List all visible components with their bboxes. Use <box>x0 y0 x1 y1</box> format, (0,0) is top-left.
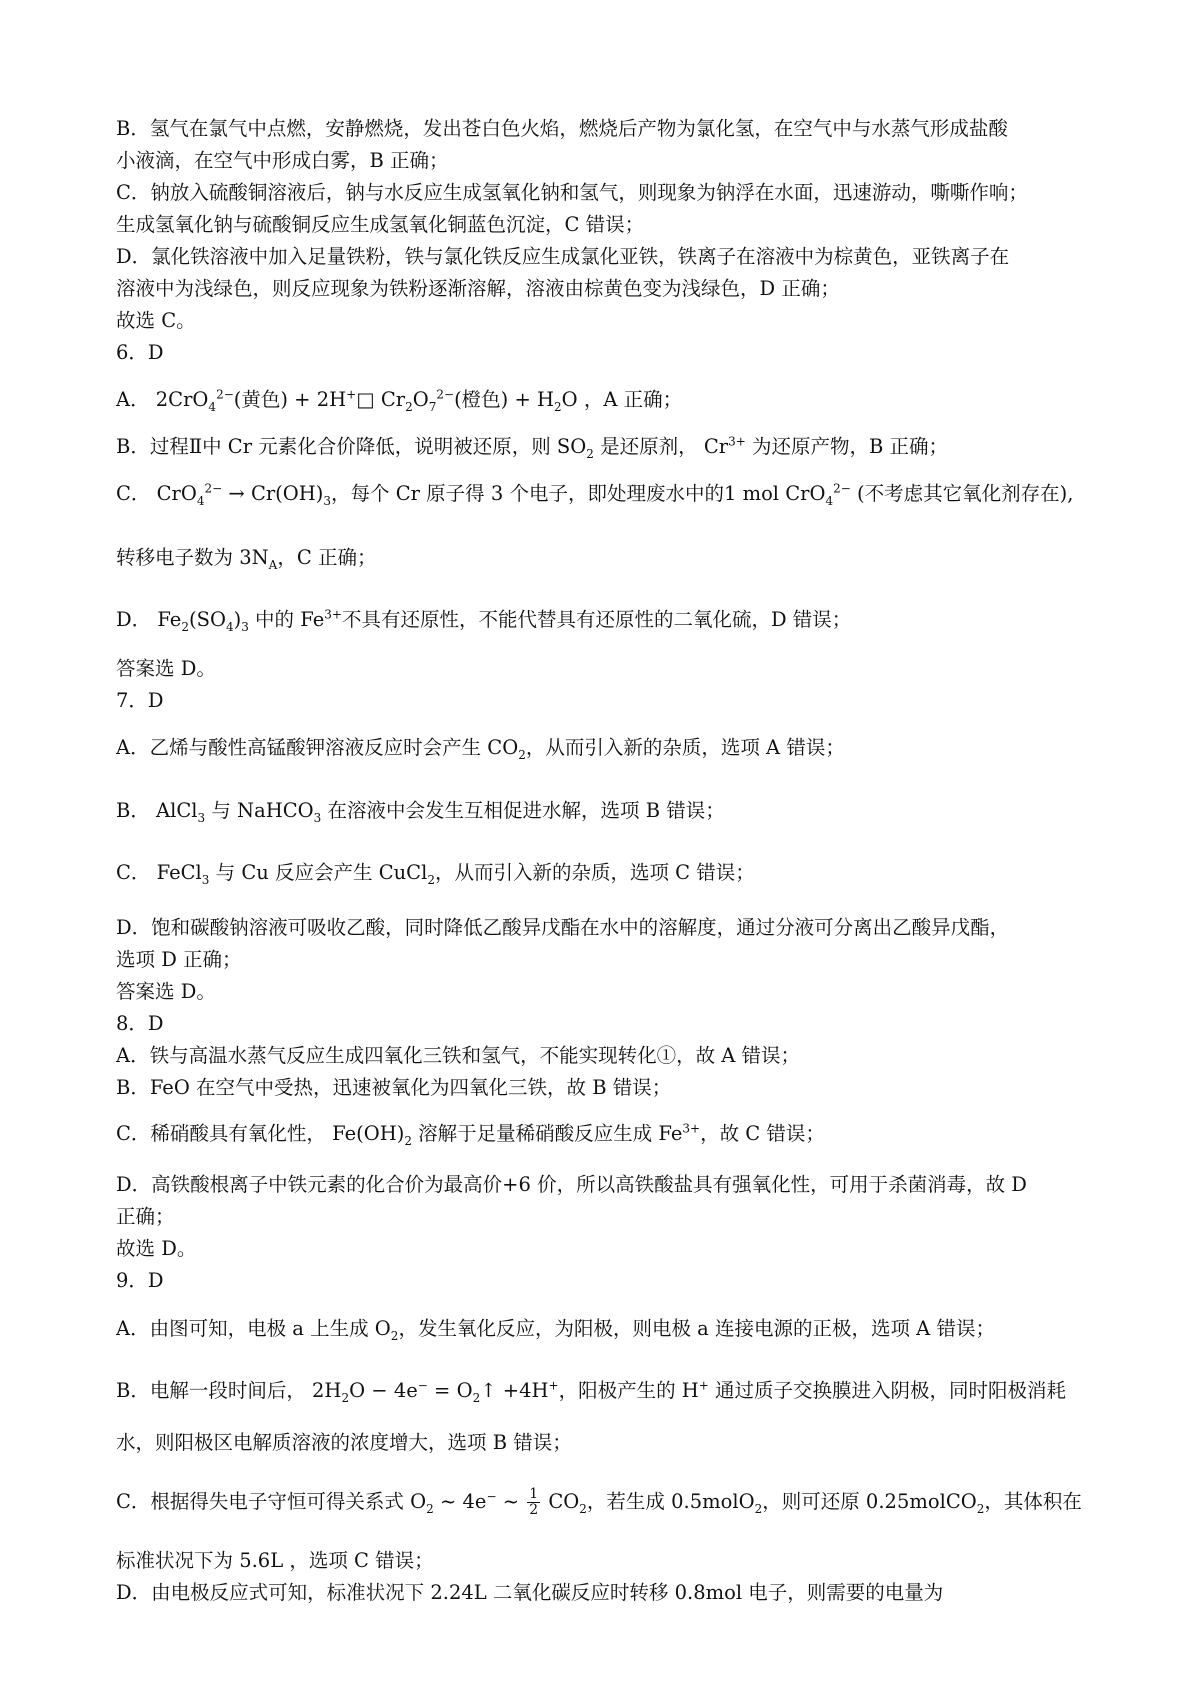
subscript: A <box>268 557 278 572</box>
text-line <box>116 1430 572 1456</box>
text-run: 故选 D。 <box>116 1237 197 1260</box>
subscript: 2 <box>518 747 526 762</box>
subscript: 4 <box>196 493 205 508</box>
text-run: ，从而引入新的杂质，选项 A 错误； <box>525 736 845 759</box>
text-line <box>116 1236 196 1262</box>
text-line <box>116 116 1008 142</box>
text-run: 与 Cu 反应会产生 CuCl <box>209 861 428 884</box>
fraction-numerator: 1 <box>529 1486 539 1502</box>
text-line <box>116 915 1009 941</box>
text-line <box>116 276 840 302</box>
text-run: 选项 D 正确； <box>116 948 242 971</box>
text-line <box>116 434 948 460</box>
text-run: A．乙烯与酸性高锰酸钾溶液反应时会产生 CO <box>116 736 519 759</box>
superscript: − <box>417 1378 428 1393</box>
text-line <box>116 1121 825 1147</box>
text-run: 故选 C。 <box>116 309 196 332</box>
text-line <box>116 1043 800 1069</box>
text-run: → Cr(OH) <box>222 482 324 505</box>
subscript: 2 <box>976 1501 985 1516</box>
superscript: 2− <box>436 387 455 402</box>
text-run: ，每个 Cr 原子得 3 个电子，即处理废水中的1 mol CrO <box>331 482 826 505</box>
text-line <box>116 387 682 413</box>
text-run: 7．D <box>116 689 164 712</box>
superscript: 2− <box>833 481 851 496</box>
text-run: C． CrO <box>116 482 197 505</box>
text-run: 溶解于足量稀硝酸反应生成 Fe <box>411 1122 683 1145</box>
superscript: 3+ <box>324 607 342 622</box>
text-run: 为还原产物，B 正确； <box>745 435 948 458</box>
subscript: 2 <box>181 619 189 634</box>
text-line <box>116 545 376 571</box>
text-run: O <box>412 388 429 411</box>
superscript: + <box>346 387 357 402</box>
text-run: 小液滴，在空气中形成白雾，B 正确； <box>116 149 449 172</box>
subscript: 4 <box>825 493 834 508</box>
text-run: ，故 C 错误； <box>700 1122 825 1145</box>
text-line <box>116 860 755 886</box>
text-line <box>116 947 242 973</box>
superscript: 2− <box>216 387 234 402</box>
text-run: 溶液中为浅绿色，则反应现象为铁粉逐渐溶解，溶液由棕黄色变为浅绿色，D 正确； <box>116 277 840 300</box>
text-line <box>116 607 851 633</box>
text-line <box>116 1011 164 1037</box>
text-run: A． 2CrO <box>116 388 209 411</box>
text-line <box>116 340 164 366</box>
text-run: 6．D <box>116 341 164 364</box>
text-run: (SO <box>188 608 226 631</box>
subscript: 3 <box>323 493 332 508</box>
text-run: B．过程Ⅱ中 Cr 元素化合价降低，说明被还原，则 SO <box>116 435 587 458</box>
text-run: D．高铁酸根离子中铁元素的化合价为最高价+6 价，所以高铁酸盐具有强氧化性，可用于杀菌消毒，故 D <box>116 1173 1027 1196</box>
text-line <box>116 148 449 174</box>
text-line <box>116 688 164 714</box>
subscript: 3 <box>201 872 210 887</box>
subscript: 2 <box>754 1501 763 1516</box>
subscript: 2 <box>390 1328 399 1343</box>
superscript: − <box>486 1489 497 1504</box>
text-run: ~ 4e <box>433 1490 487 1513</box>
text-line: 标准状况下为 5.6L ，选项 C 错误； <box>116 1549 434 1572</box>
text-line <box>116 1075 671 1101</box>
text-run: 答案选 D。 <box>116 657 216 680</box>
text-run: A．铁与高温水蒸气反应生成四氧化三铁和氢气，不能实现转化①，故 A 错误； <box>116 1044 801 1067</box>
text-run: D．饱和碳酸钠溶液可吸收乙酸，同时降低乙酸异戊酯在水中的溶解度，通过分液可分离出乙酸异戊酯， <box>116 916 1010 939</box>
subscript: 2 <box>405 399 413 414</box>
text-line <box>116 656 216 682</box>
subscript: 3 <box>197 810 206 825</box>
superscript: 3+ <box>728 434 746 449</box>
text-run: ~ <box>496 1490 526 1513</box>
text-run: O ，A 正确； <box>561 388 683 411</box>
text-run: (橙色) + H <box>454 388 555 411</box>
text-line <box>116 735 845 761</box>
text-line <box>116 180 1028 206</box>
subscript: 7 <box>428 399 437 414</box>
text-run: A．由图可知，电极 a 上生成 O <box>116 1317 391 1340</box>
text-run: 生成氢氧化钠与硫酸铜反应生成氢氧化铜蓝色沉淀，C 错误； <box>116 213 645 236</box>
text-run: 中的 Fe <box>248 608 325 631</box>
text-run: 答案选 D。 <box>116 980 216 1003</box>
text-run: = O <box>427 1379 473 1402</box>
text-run: ↑ +4H <box>480 1379 549 1402</box>
text-run: ，若生成 0.5molO <box>586 1490 755 1513</box>
text-run: 正确； <box>116 1205 175 1228</box>
text-run: D．氯化铁溶液中加入足量铁粉，铁与氯化铁反应生成氯化亚铁，铁离子在溶液中为棕黄色，亚铁离子在 <box>116 245 1010 268</box>
text-run: 是还原剂， Cr <box>593 435 729 458</box>
text-run: B．氢气在氯气中点燃，安静燃烧，发出苍白色火焰，燃烧后产物为氯化氢，在空气中与水蒸气形成盐酸 <box>116 117 1008 140</box>
text-run: ，从而引入新的杂质，选项 C 错误； <box>434 861 755 884</box>
text-run: 与 NaHCO <box>205 799 314 822</box>
text-run: 在溶液中会发生互相促进水解，选项 B 错误； <box>321 799 725 822</box>
text-run: 水，则阳极区电解质溶液的浓度增大，选项 B 错误； <box>116 1431 572 1454</box>
text-run: B．FeO 在空气中受热，迅速被氧化为四氧化三铁，故 B 错误； <box>116 1076 672 1099</box>
text-run: B． AlCl <box>116 799 198 822</box>
text-line <box>116 1204 175 1230</box>
text-run: ，C 正确； <box>277 546 377 569</box>
text-run: C． FeCl <box>116 861 202 884</box>
text-run: C．根据得失电子守恒可得关系式 O <box>116 1490 427 1513</box>
text-run: ，发生氧化反应，为阳极，则电极 a 连接电源的正极，选项 A 错误； <box>398 1317 995 1340</box>
text-line <box>116 1172 1027 1198</box>
text-run: C．稀硝酸具有氧化性， Fe(OH) <box>116 1122 405 1145</box>
text-line <box>116 244 1009 270</box>
superscript: + <box>698 1378 709 1393</box>
text-run: 8．D <box>116 1012 164 1035</box>
subscript: 4 <box>225 619 234 634</box>
fraction <box>527 1487 540 1518</box>
text-line <box>116 481 1073 507</box>
text-run: C．钠放入硫酸铜溶液后，钠与水反应生成氢氧化钠和氢气，则现象为钠浮在水面，迅速游动，嘶嘶作响； <box>116 181 1028 204</box>
text-run: ，阳极产生的 H <box>558 1379 699 1402</box>
text-run: O − 4e <box>349 1379 418 1402</box>
text-line <box>116 1316 995 1342</box>
text-run: ，则可还原 0.25molCO <box>762 1490 977 1513</box>
text-run: D． Fe <box>116 608 182 631</box>
text-line <box>116 1268 164 1294</box>
text-run: (不考虑其它氧化剂存在), <box>850 482 1074 505</box>
text-run: ，其体积在 <box>984 1490 1082 1513</box>
text-run: B．电解一段时间后， 2H <box>116 1379 342 1402</box>
text-line <box>116 1378 1066 1404</box>
subscript: 2 <box>579 1501 587 1516</box>
subscript: 2 <box>427 872 435 887</box>
text-line <box>116 798 725 824</box>
text-line: D．由电极反应式可知，标准状况下 2.24L 二氧化碳反应时转移 0.8mol 电子，则需要的电量为 <box>116 1581 944 1604</box>
text-line <box>116 212 644 238</box>
text-run: □ Cr <box>356 388 406 411</box>
text-run: 9．D <box>116 1269 164 1292</box>
superscript: + <box>548 1378 559 1393</box>
subscript: 2 <box>426 1501 434 1516</box>
text-run: 通过质子交换膜进入阴极，同时阳极消耗 <box>708 1379 1067 1402</box>
subscript: 3 <box>313 810 322 825</box>
text-run: ) <box>233 608 242 631</box>
subscript: 2 <box>472 1390 481 1405</box>
text-line <box>116 979 216 1005</box>
subscript: 2 <box>341 1390 350 1405</box>
fraction-denominator: 2 <box>529 1502 539 1518</box>
subscript: 2 <box>554 399 562 414</box>
subscript: 4 <box>208 399 217 414</box>
superscript: 2− <box>204 481 223 496</box>
subscript: 2 <box>404 1133 412 1148</box>
text-run: 不具有还原性，不能代替具有还原性的二氧化硫，D 错误； <box>341 608 852 631</box>
text-line <box>116 308 196 334</box>
superscript: 3+ <box>682 1121 701 1136</box>
text-run: (黄色) + 2H <box>233 388 347 411</box>
subscript: 3 <box>241 619 249 634</box>
text-run: CO <box>542 1490 580 1513</box>
text-run: 转移电子数为 3N <box>116 546 269 569</box>
subscript: 2 <box>586 446 594 461</box>
text-line <box>116 1487 1082 1518</box>
